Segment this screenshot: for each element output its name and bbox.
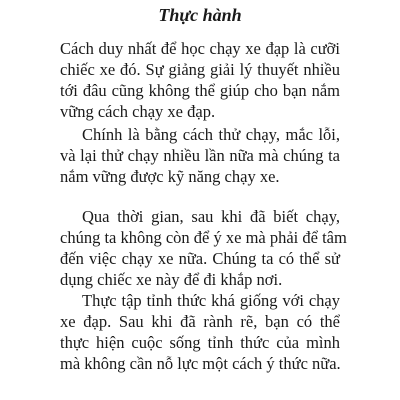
paragraph-line: dụng chiếc xe này để đi khắp nơi. — [60, 270, 283, 289]
paragraph-line: thực hiện cuộc sống tỉnh thức của mình — [60, 333, 340, 352]
paragraph-4 — [60, 290, 340, 374]
paragraph-line: đến việc chạy xe nữa. Chúng ta có thể sử — [60, 249, 340, 268]
paragraph-line: tới đâu cũng không thể giúp cho bạn nắm — [60, 81, 340, 100]
paragraph-line: vững cách chạy xe đạp. — [60, 102, 216, 121]
paragraph-2 — [60, 124, 340, 187]
paragraph-line: xe đạp. Sau khi đã rành rẽ, bạn có thể — [60, 312, 340, 331]
paragraph-line: Thực tập tỉnh thức khá giống với chạy — [82, 291, 340, 310]
section-title: Thực hành — [158, 5, 242, 25]
paragraph-line: chiếc xe đó. Sự giảng giải lý thuyết nhiều — [60, 60, 340, 79]
paragraph-line: mà không cần nỗ lực một cách ý thức nữa. — [60, 354, 341, 373]
book-page — [60, 0, 347, 400]
paragraph-line: chúng ta không còn để ý xe mà phải để tâm — [60, 228, 347, 247]
paragraph-1 — [60, 38, 340, 122]
paragraph-line: và lại thử chạy nhiều lần nữa mà chúng ta — [60, 146, 340, 165]
paragraph-line: Qua thời gian, sau khi đã biết chạy, — [82, 207, 340, 226]
paragraph-3 — [60, 206, 347, 290]
paragraph-line: Cách duy nhất để học chạy xe đạp là cưỡi — [60, 39, 340, 58]
paragraph-line: nắm vững được kỹ năng chạy xe. — [60, 167, 280, 186]
paragraph-line: Chính là bằng cách thử chạy, mắc lỗi, — [82, 125, 340, 144]
